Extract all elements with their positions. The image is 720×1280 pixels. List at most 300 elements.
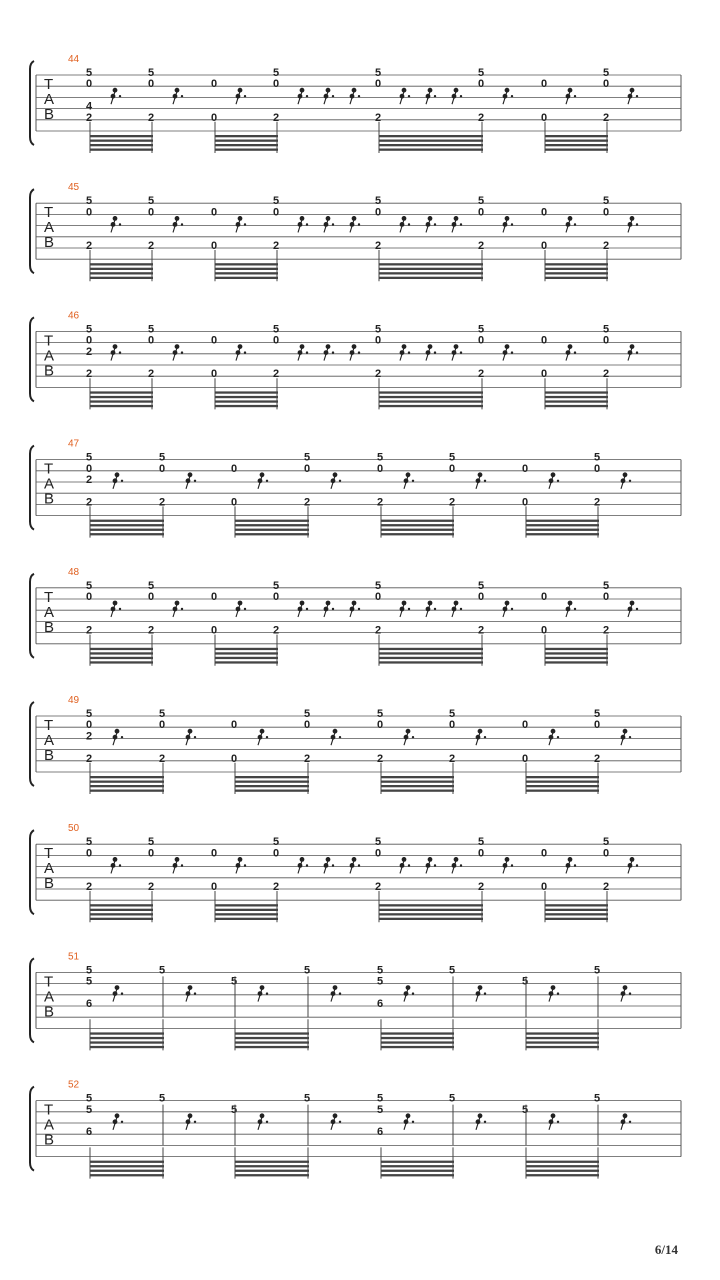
sixteenth-rest [566, 344, 577, 360]
fret-number: 0 [86, 591, 93, 603]
note-column [273, 580, 279, 637]
beam [235, 1032, 309, 1034]
note-column [273, 67, 279, 124]
fret-number: 0 [273, 206, 280, 219]
beam-group [235, 1147, 309, 1178]
beam [381, 1170, 454, 1172]
beam-group [215, 635, 278, 666]
beam [215, 272, 278, 274]
note-column [541, 591, 547, 637]
fret-number: 0 [159, 462, 166, 475]
sixteenth-rest [621, 729, 632, 745]
tab-clef-letter: A [44, 91, 55, 108]
beam [545, 657, 608, 659]
note-column [375, 195, 381, 252]
tab-clef-letter: A [44, 1116, 55, 1134]
fret-number: 0 [231, 752, 238, 765]
beam [215, 405, 278, 407]
beam-group [545, 378, 608, 409]
fret-number: 5 [478, 836, 485, 849]
beam [526, 790, 599, 792]
sixteenth-rest [628, 601, 639, 617]
beam [381, 533, 454, 535]
fret-number: 5 [304, 451, 311, 464]
fret-number: 0 [159, 719, 166, 732]
fret-number: 2 [148, 624, 155, 637]
note-column [159, 708, 165, 765]
beam [235, 781, 309, 783]
beam [545, 391, 608, 393]
sixteenth-rest [111, 601, 122, 617]
beam [215, 657, 278, 659]
sixteenth-rest [426, 216, 437, 232]
fret-number: 5 [449, 964, 456, 977]
beam-group [235, 763, 309, 794]
beam [545, 140, 608, 142]
beam [381, 776, 454, 778]
fret-number: 0 [449, 462, 456, 475]
beam [379, 272, 483, 274]
beam [90, 652, 153, 654]
fret-number: 5 [86, 964, 93, 977]
note-column [159, 964, 165, 976]
fret-number: 5 [375, 67, 382, 79]
beam [381, 1161, 454, 1163]
fret-number: 0 [273, 847, 280, 860]
fret-number: 0 [86, 847, 93, 860]
fret-number: 0 [541, 78, 548, 91]
fret-number: 5 [86, 451, 93, 464]
beam [90, 785, 164, 787]
system-bracket [30, 830, 34, 914]
beam [90, 520, 164, 522]
beam [90, 661, 153, 663]
beam-group [379, 635, 483, 666]
measure-number: 46 [68, 310, 80, 322]
fret-number: 0 [86, 206, 93, 219]
beam [215, 391, 278, 393]
beam [90, 135, 153, 137]
fret-number: 0 [522, 752, 529, 765]
note-column [541, 78, 547, 124]
fret-number: 2 [273, 624, 280, 637]
tab-clef-letter: B [44, 106, 55, 123]
sixteenth-rest [452, 88, 463, 104]
tab-clef-letter: T [44, 845, 54, 863]
note-column [86, 67, 92, 124]
fret-number: 0 [304, 719, 311, 732]
fret-number: 5 [594, 708, 601, 720]
note-column [603, 323, 609, 380]
beam [381, 1046, 454, 1048]
fret-number: 0 [541, 881, 548, 893]
beam-group [526, 506, 599, 537]
note-column [449, 964, 455, 976]
sixteenth-rest [324, 88, 335, 104]
beam-group [526, 763, 599, 794]
fret-number: 5 [86, 67, 93, 79]
fret-number: 0 [148, 206, 155, 219]
fret-number: 5 [148, 836, 155, 849]
beam [381, 1032, 454, 1034]
sixteenth-rest [298, 601, 309, 617]
fret-number: 5 [594, 1092, 601, 1105]
beam [90, 781, 164, 783]
sixteenth-rest [350, 216, 361, 232]
beam [526, 1032, 599, 1034]
fret-number: 2 [375, 111, 382, 124]
fret-number: 5 [449, 1092, 456, 1105]
sixteenth-rest [628, 216, 639, 232]
fret-number: 2 [86, 368, 93, 381]
sixteenth-rest [628, 344, 639, 360]
note-column [148, 195, 154, 252]
fret-number: 2 [478, 624, 485, 637]
beam-group [90, 122, 153, 153]
note-column [478, 195, 484, 252]
beam [379, 648, 483, 650]
tab-clef-letter: B [44, 362, 55, 380]
beam [90, 648, 153, 650]
note-column [375, 836, 381, 893]
tab-clef-letter: T [44, 588, 54, 606]
fret-number: 0 [211, 847, 218, 860]
sixteenth-rest [258, 985, 269, 1001]
note-column [159, 1093, 165, 1105]
beam [379, 277, 483, 279]
beam [215, 648, 278, 650]
fret-number: 0 [522, 719, 529, 732]
beam [90, 1037, 164, 1039]
fret-number: 5 [273, 323, 280, 336]
sixteenth-rest [549, 729, 560, 745]
beam [90, 149, 153, 151]
note-column [377, 452, 383, 509]
note-column [211, 78, 217, 124]
sixteenth-rest [298, 88, 309, 104]
fret-number: 5 [375, 579, 382, 592]
fret-number: 0 [86, 462, 93, 475]
beam [215, 396, 278, 398]
measure-number: 44 [68, 54, 80, 65]
fret-number: 0 [273, 591, 280, 603]
beam [235, 1170, 309, 1172]
sixteenth-rest [452, 601, 463, 617]
system-bracket [30, 1087, 34, 1171]
beam [379, 396, 483, 398]
sixteenth-rest [503, 857, 514, 873]
tab-system [30, 1080, 681, 1179]
fret-number: 0 [541, 240, 548, 252]
fret-number: 2 [273, 368, 280, 381]
fret-number: 2 [148, 368, 155, 381]
note-column [148, 836, 154, 893]
beam [381, 1041, 454, 1043]
note-column [148, 323, 154, 380]
sixteenth-rest [111, 216, 122, 232]
sixteenth-rest [350, 88, 361, 104]
tab-system [30, 310, 681, 409]
beam-group [215, 378, 278, 409]
fret-number: 5 [377, 1103, 384, 1116]
fret-number: 2 [594, 496, 601, 509]
note-column [304, 964, 310, 976]
beam [381, 1174, 454, 1176]
beam [90, 909, 153, 911]
beam [379, 400, 483, 402]
beam [215, 913, 278, 915]
fret-number: 6 [377, 1126, 384, 1139]
note-column [86, 964, 92, 1010]
beam [379, 268, 483, 270]
beam-group [90, 635, 153, 666]
sixteenth-rest [549, 985, 560, 1001]
beam [381, 1165, 454, 1167]
fret-number: 0 [148, 78, 155, 91]
fret-number: 2 [159, 496, 166, 509]
note-column [449, 452, 455, 509]
tab-clef-letter: B [44, 747, 55, 764]
beam [545, 135, 608, 137]
beam-group [545, 891, 608, 922]
sixteenth-rest [566, 216, 577, 232]
beam [526, 533, 599, 535]
beam [526, 781, 599, 783]
tab-clef-letter: A [44, 475, 55, 493]
fret-number: 2 [375, 881, 382, 893]
sixteenth-rest [111, 88, 122, 104]
fret-number: 0 [377, 719, 384, 732]
beam [526, 1170, 599, 1172]
beam [545, 661, 608, 663]
system-bracket [30, 446, 34, 530]
measure-number: 48 [68, 566, 80, 578]
note-column [231, 463, 237, 509]
fret-number: 5 [273, 579, 280, 592]
fret-number: 0 [541, 334, 548, 347]
note-column [231, 1104, 237, 1116]
sixteenth-rest [113, 1113, 124, 1129]
sixteenth-rest [476, 729, 487, 745]
fret-number: 2 [603, 240, 610, 252]
sixteenth-rest [503, 88, 514, 104]
tab-clef-letter: T [44, 204, 54, 222]
fret-number: 5 [377, 708, 384, 720]
sixteenth-rest [476, 1113, 487, 1129]
beam [379, 144, 483, 146]
sixteenth-rest [350, 601, 361, 617]
note-column [541, 335, 547, 381]
beam [526, 776, 599, 778]
sixteenth-rest [236, 344, 247, 360]
fret-number: 0 [541, 624, 548, 637]
note-column [522, 463, 528, 509]
fret-number: 5 [603, 67, 610, 79]
fret-number: 5 [148, 67, 155, 79]
beam [379, 909, 483, 911]
fret-number: 2 [478, 881, 485, 893]
beam [381, 781, 454, 783]
beam [379, 149, 483, 151]
fret-number: 2 [86, 496, 93, 509]
note-column [211, 335, 217, 381]
tab-system [30, 823, 681, 922]
beam [90, 140, 153, 142]
fret-number: 2 [86, 111, 93, 124]
sixteenth-rest [258, 472, 269, 488]
sixteenth-rest [186, 985, 197, 1001]
beam-group [90, 506, 164, 537]
fret-number: 4 [86, 100, 93, 113]
note-column [603, 195, 609, 252]
fret-number: 5 [86, 975, 93, 988]
beam-group [215, 891, 278, 922]
fret-number: 5 [377, 975, 384, 988]
fret-number: 0 [231, 496, 238, 509]
fret-number: 0 [211, 591, 218, 603]
fret-number: 0 [375, 334, 382, 347]
note-column [231, 719, 237, 765]
tab-clef-letter: A [44, 988, 55, 1006]
fret-number: 5 [522, 975, 529, 988]
sixteenth-rest [621, 985, 632, 1001]
fret-number: 2 [86, 345, 93, 358]
fret-number: 6 [86, 1126, 93, 1139]
sixteenth-rest [350, 344, 361, 360]
beam [545, 405, 608, 407]
beam [215, 149, 278, 151]
beam [90, 263, 153, 265]
fret-number: 2 [86, 752, 93, 765]
beam [526, 520, 599, 522]
fret-number: 5 [377, 964, 384, 977]
fret-number: 2 [478, 368, 485, 381]
note-column [86, 195, 92, 252]
beam [90, 533, 164, 535]
beam [545, 268, 608, 270]
beam [526, 529, 599, 531]
fret-number: 0 [522, 496, 529, 509]
beam-group [545, 122, 608, 153]
fret-number: 0 [594, 719, 601, 732]
sixteenth-rest [173, 857, 184, 873]
tab-system [30, 951, 681, 1050]
beam [545, 909, 608, 911]
beam-group [90, 891, 153, 922]
sixteenth-rest [258, 729, 269, 745]
fret-number: 5 [273, 195, 280, 208]
beam-group [90, 1147, 164, 1178]
beam [545, 144, 608, 146]
beam [90, 790, 164, 792]
fret-number: 2 [273, 240, 280, 252]
fret-number: 0 [478, 206, 485, 219]
sixteenth-rest [173, 601, 184, 617]
fret-number: 5 [86, 195, 93, 208]
fret-number: 0 [273, 78, 280, 91]
beam [215, 135, 278, 137]
note-column [273, 323, 279, 380]
beam [235, 529, 309, 531]
beam [545, 913, 608, 915]
fret-number: 2 [148, 240, 155, 252]
fret-number: 5 [522, 1103, 529, 1116]
beam [545, 918, 608, 920]
fret-number: 5 [231, 1103, 238, 1116]
fret-number: 2 [86, 881, 93, 893]
system-bracket [30, 317, 34, 401]
tab-clef-letter: B [44, 1131, 55, 1149]
fret-number: 0 [541, 368, 548, 381]
sixteenth-rest [566, 601, 577, 617]
sixteenth-rest [400, 601, 411, 617]
fret-number: 5 [148, 323, 155, 336]
fret-number: 5 [478, 195, 485, 208]
fret-number: 0 [86, 78, 93, 91]
fret-number: 5 [594, 964, 601, 977]
beam [235, 1165, 309, 1167]
sixteenth-rest [404, 472, 415, 488]
fret-number: 0 [211, 111, 218, 124]
beam [545, 149, 608, 151]
beam [90, 1170, 164, 1172]
beam-group [545, 635, 608, 666]
note-column [273, 836, 279, 893]
fret-number: 5 [148, 579, 155, 592]
beam [235, 776, 309, 778]
fret-number: 5 [159, 1092, 166, 1105]
fret-number: 0 [375, 206, 382, 219]
fret-number: 2 [449, 752, 456, 765]
sixteenth-rest [324, 344, 335, 360]
system-bracket [30, 958, 34, 1042]
page-number: 6/14 [654, 1242, 678, 1257]
note-column [86, 1093, 92, 1139]
sixteenth-rest [111, 344, 122, 360]
beam [379, 391, 483, 393]
beam [379, 661, 483, 663]
beam-group [545, 250, 608, 281]
measure-number: 50 [68, 823, 80, 835]
fret-number: 6 [377, 998, 384, 1010]
fret-number: 2 [148, 881, 155, 893]
fret-number: 0 [594, 462, 601, 475]
sixteenth-rest [549, 472, 560, 488]
note-column [594, 708, 600, 765]
fret-number: 0 [603, 591, 610, 603]
fret-number: 0 [211, 78, 218, 91]
fret-number: 0 [541, 847, 548, 860]
fret-number: 0 [522, 462, 529, 475]
note-column [594, 452, 600, 509]
sixteenth-rest [236, 216, 247, 232]
note-column [594, 1093, 600, 1105]
fret-number: 0 [449, 719, 456, 732]
fret-number: 0 [377, 462, 384, 475]
note-column [478, 580, 484, 637]
beam-group [90, 250, 153, 281]
tab-clef-letter: B [44, 1003, 55, 1021]
beam [90, 144, 153, 146]
beam [90, 1046, 164, 1048]
sixteenth-rest [400, 88, 411, 104]
beam [379, 913, 483, 915]
beam [379, 657, 483, 659]
fret-number: 2 [377, 496, 384, 509]
tab-clef-letter: A [44, 347, 55, 365]
sixteenth-rest [476, 472, 487, 488]
beam [90, 657, 153, 659]
